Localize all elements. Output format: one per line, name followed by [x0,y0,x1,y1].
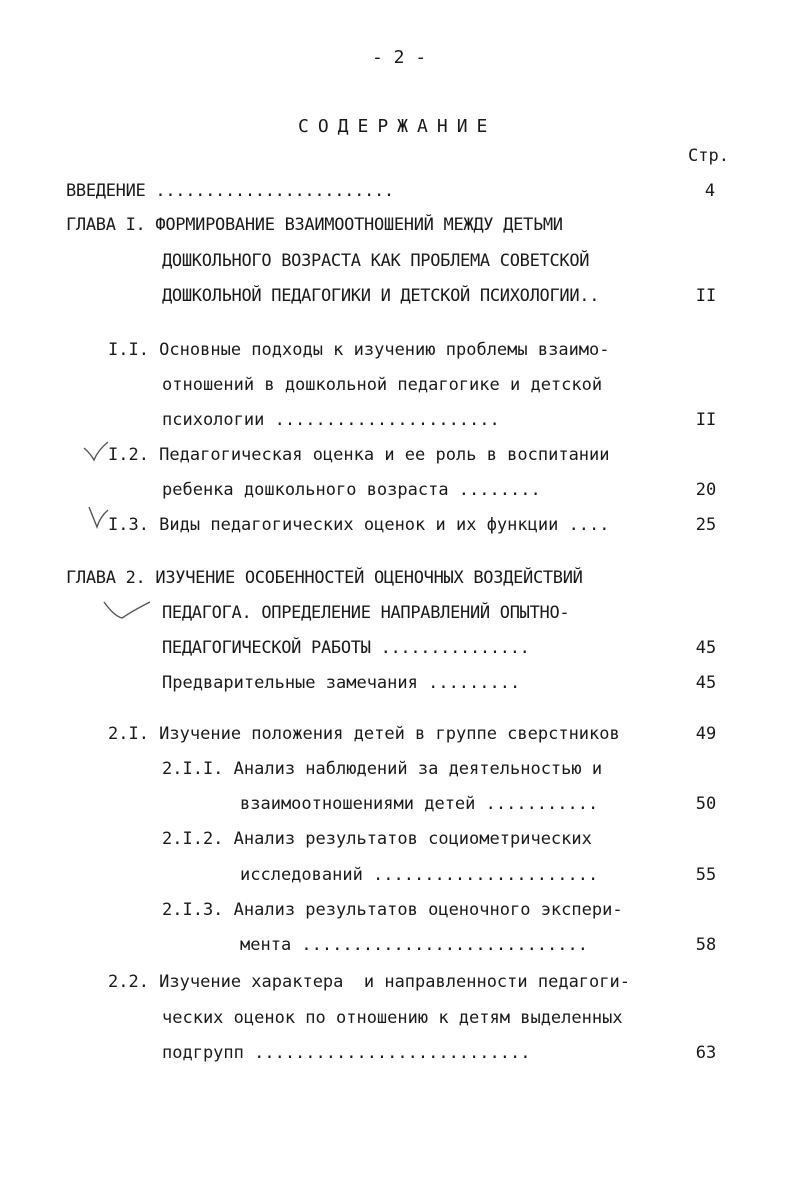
toc-intro-page: 4 [704,181,716,201]
toc-s1-1-line: I.I. Основные подходы к изучению проблемы взаимо- [108,340,610,360]
toc-s1-1-page: II [695,410,717,430]
toc-s1-3-line: I.3. Виды педагогических оценок и их функции .... [108,515,610,535]
toc-s2-2-line: ческих оценок по отношению к детям выделенных [162,1008,623,1028]
check-mark-icon [82,440,110,464]
toc-s2-2-page: 63 [695,1043,717,1063]
toc-prelim-page: 45 [695,673,717,693]
toc-s2-1-page: 49 [695,724,717,744]
toc-s1-1-line: отношений в дошкольной педагогике и детской [162,375,603,395]
toc-s1-1-line: психологии ...................... [162,410,500,430]
toc-s1-3-page: 25 [695,515,717,535]
toc-ch2-page: 45 [695,638,717,658]
page-title: СОДЕРЖАНИЕ [298,116,497,137]
toc-intro: ВВЕДЕНИЕ ........................ [66,181,394,201]
toc-s2-1-1-line: взаимоотношениями детей ........... [240,794,599,814]
toc-s2-2-line: 2.2. Изучение характера и направленности педагоги- [108,972,630,992]
toc-s2-2-line: подгрупп ........................... [162,1043,531,1063]
toc-ch2-line: ПЕДАГОГА. ОПРЕДЕЛЕНИЕ НАПРАВЛЕНИЙ ОПЫТНО- [162,603,570,623]
toc-ch2-line: ГЛАВА 2. ИЗУЧЕНИЕ ОСОБЕННОСТЕЙ ОЦЕНОЧНЫХ ВОЗДЕЙСТВИЙ [66,568,583,588]
toc-s2-1-1-page: 50 [695,794,717,814]
toc-s2-1-3-line: мента ............................ [240,935,588,955]
toc-ch1-page: II [695,286,717,306]
page-column-label: Стр. [688,146,729,166]
toc-s2-1-2-line: исследований ...................... [240,865,599,885]
toc-prelim: Предварительные замечания ......... [162,673,521,693]
toc-s2-1-2-page: 55 [695,865,717,885]
toc-s1-2-line: ребенка дошкольного возраста ........ [162,480,541,500]
toc-s2-1-1-line: 2.I.I. Анализ наблюдений за деятельностью и [162,759,603,779]
toc-ch1-line: ДОШКОЛЬНОЙ ПЕДАГОГИКИ И ДЕТСКОЙ ПСИХОЛОГИИ.. [162,286,600,306]
check-mark-icon [100,596,152,622]
toc-ch1-line: ГЛАВА I. ФОРМИРОВАНИЕ ВЗАИМООТНОШЕНИЙ МЕЖДУ ДЕТЬМИ [66,215,563,235]
toc-s2-1-3-page: 58 [695,935,717,955]
toc-s2-1-3-line: 2.I.3. Анализ результатов оценочного экспери- [162,900,623,920]
toc-ch1-line: ДОШКОЛЬНОГО ВОЗРАСТА КАК ПРОБЛЕМА СОВЕТСКОЙ [162,251,590,271]
toc-s1-2-page: 20 [695,480,717,500]
toc-s2-1: 2.I. Изучение положения детей в группе сверстников [108,724,620,744]
toc-ch2-line: ПЕДАГОГИЧЕСКОЙ РАБОТЫ ............... [162,638,530,658]
page-number: - 2 - [372,47,427,68]
toc-s1-2-line: I.2. Педагогическая оценка и ее роль в воспитании [108,445,610,465]
toc-s2-1-2-line: 2.I.2. Анализ результатов социометрических [162,829,592,849]
